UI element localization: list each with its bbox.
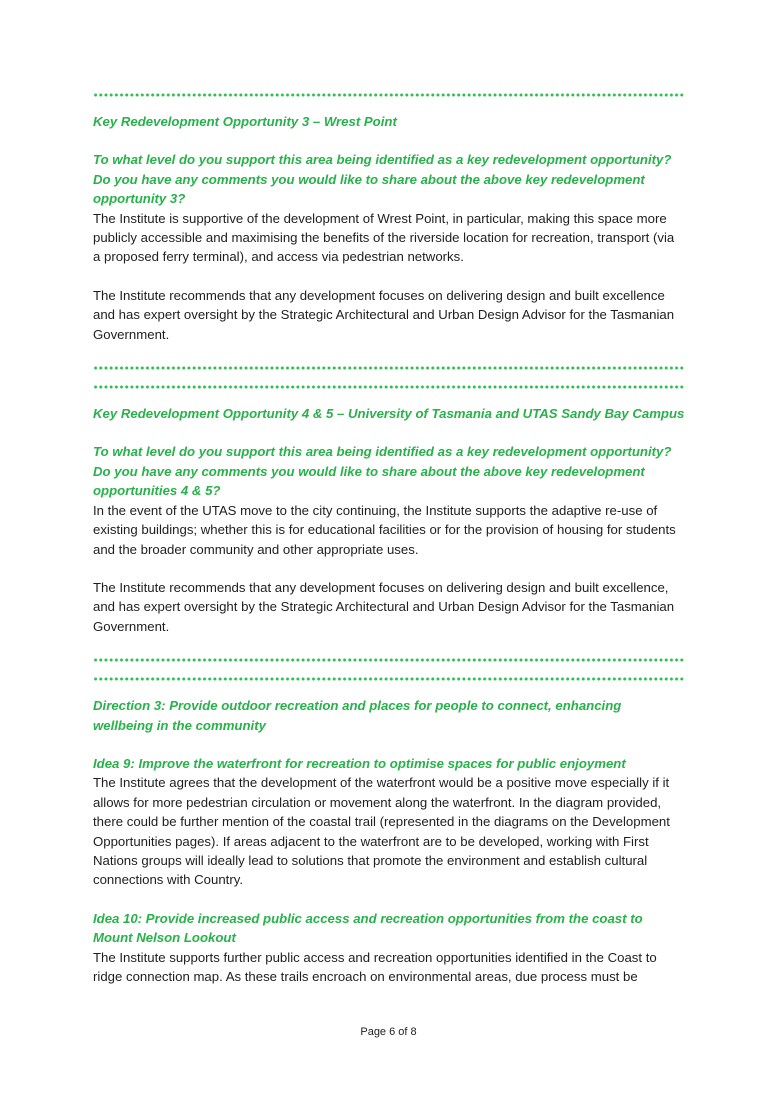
idea-9-heading: Idea 9: Improve the waterfront for recreation to optimise spaces for public enjoyment: [93, 755, 626, 771]
dotted-divider: [93, 365, 685, 371]
dotted-divider: [93, 92, 685, 98]
paragraph-utas-2: The Institute recommends that any development focuses on delivering design and built excellence, and has expert oversight by the Strategic Architectural and Urban Design Advisor for the Tasmanian Government.: [93, 579, 675, 634]
section-heading-wrest-point: Key Redevelopment Opportunity 3 – Wrest Point: [93, 114, 397, 129]
question-wrest-point: To what level do you support this area being identified as a key redevelopment opportunity? Do you have any comments you would like to share about the above key redevelopment opportunity 3?: [93, 152, 672, 207]
question-utas: To what level do you support this area being identified as a key redevelopment opportunity? Do you have any comments you would like to share about the above key redevelopment opportunities 4 & 5?: [93, 444, 672, 499]
paragraph-utas-1: In the event of the UTAS move to the city continuing, the Institute supports the adaptive re-use of existing buildings; whether this is for educational facilities or for the provision of housing for students and the broader community and other appropriate uses.: [93, 502, 676, 557]
dotted-divider: [93, 384, 685, 390]
document-page: [93, 92, 685, 986]
paragraph-wrest-point-2: The Institute recommends that any development focuses on delivering design and built excellence and has expert oversight by the Strategic Architectural and Urban Design Advisor for the Tasmanian Government.: [93, 287, 675, 342]
idea-9-paragraph: The Institute agrees that the development of the waterfront would be a positive move especially if it allows for more pedestrian circulation or movement along the waterfront. In the diagram provided, there could be further mention of the coastal trail (represented in the diagrams on the Development Opportunities pages). If areas adjacent to the waterfront are to be developed, working with First Nations groups will ideally lead to solutions that promote the environment and establish cultural connections with Country.: [93, 775, 670, 888]
dotted-divider: [93, 657, 685, 663]
dotted-divider: [93, 676, 685, 682]
section-heading-utas: Key Redevelopment Opportunity 4 & 5 – University of Tasmania and UTAS Sandy Bay Campus: [93, 406, 685, 422]
paragraph-wrest-point-1: The Institute is supportive of the development of Wrest Point, in particular, making this space more publicly accessible and maximising the benefits of the riverside location for recreation, transport (via a proposed ferry terminal), and access via pedestrian networks.: [93, 210, 675, 265]
direction-3-heading: Direction 3: Provide outdoor recreation and places for people to connect, enhancing wellbeing in the community: [93, 698, 622, 733]
idea-10-paragraph: The Institute supports further public access and recreation opportunities identified in the Coast to ridge connection map. As these trails encroach on environmental areas, due process must be: [93, 949, 657, 984]
idea-10-heading: Idea 10: Provide increased public access and recreation opportunities from the coast to Mount Nelson Lookout: [93, 910, 643, 946]
page-number: Page 6 of 8: [360, 1026, 417, 1038]
